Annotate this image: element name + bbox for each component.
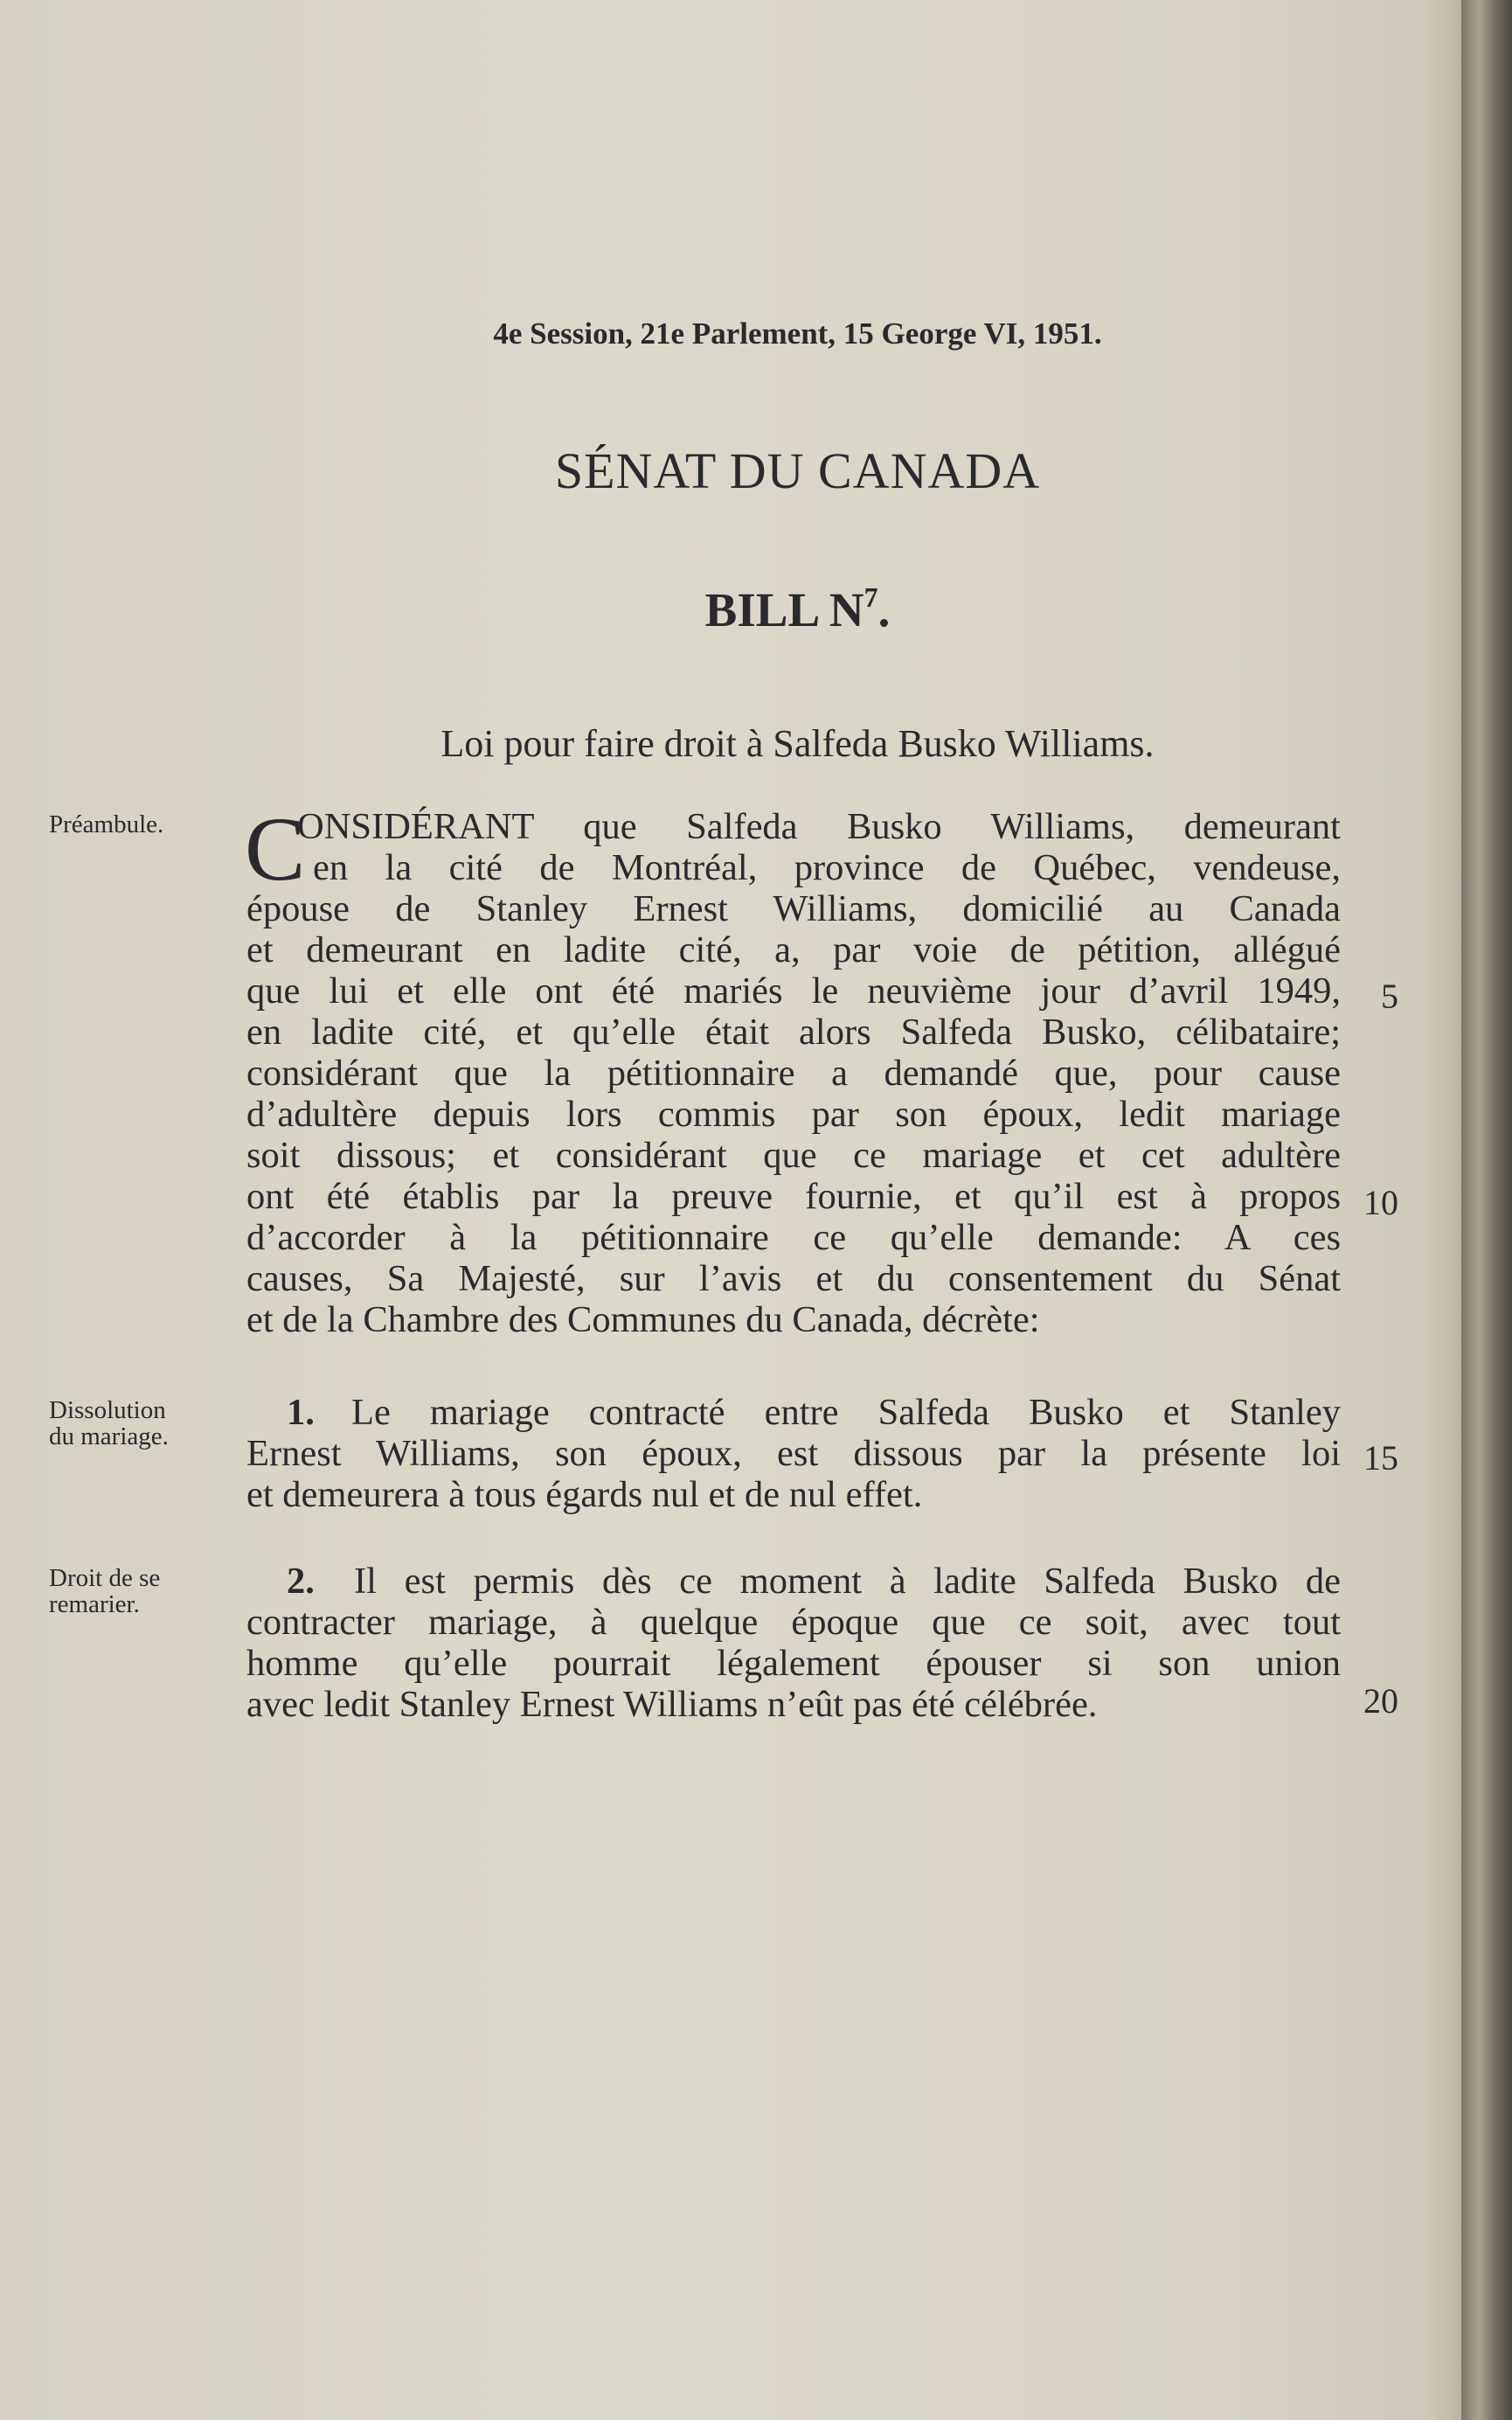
line-number: 20 <box>1363 1681 1398 1721</box>
margin-note-remarry-1: Droit de se <box>49 1564 161 1592</box>
act-title: Loi pour faire droit à Salfeda Busko Williams. <box>440 722 1155 765</box>
preamble-dropcap: C <box>245 799 306 900</box>
preamble-line: ONSIDÉRANT que Salfeda Busko Williams, demeurant <box>297 806 1341 847</box>
margin-note-preamble: Préambule. <box>49 810 164 838</box>
preamble-line: d’accorder à la pétitionnaire ce qu’elle demande: A ces <box>246 1217 1341 1258</box>
preamble-line: en ladite cité, et qu’elle était alors Salfeda Busko, célibataire; <box>246 1012 1341 1053</box>
preamble-line: d’adultère depuis lors commis par son époux, ledit mariage <box>246 1094 1341 1135</box>
line-number: 15 <box>1363 1438 1398 1478</box>
session-header: 4e Session, 21e Parlement, 15 George VI, 1951. <box>493 316 1102 351</box>
section-1-line: Ernest Williams, son époux, est dissous par la présente loi <box>246 1433 1341 1474</box>
margin-note-dissolution-1: Dissolution <box>49 1396 166 1424</box>
preamble-line: considérant que la pétitionnaire a demandé que, pour cause <box>246 1053 1341 1094</box>
margin-note-remarry-2: remarier. <box>49 1590 140 1618</box>
line-number: 10 <box>1363 1183 1398 1222</box>
preamble-line: et de la Chambre des Communes du Canada, décrète: <box>246 1299 1040 1340</box>
bill-number: 7 <box>864 581 878 613</box>
margin-note-dissolution-2: du mariage. <box>49 1422 169 1450</box>
preamble-line: soit dissous; et considérant que ce mariage et cet adultère <box>246 1135 1341 1176</box>
preamble-line: épouse de Stanley Ernest Williams, domicilié au Canada <box>246 888 1341 929</box>
preamble-line: causes, Sa Majesté, sur l’avis et du consentement du Sénat <box>246 1258 1341 1299</box>
preamble-line: ont été établis par la preuve fournie, et qu’il est à propos <box>246 1176 1341 1217</box>
preamble-line: en la cité de Montréal, province de Québec, vendeuse, <box>313 847 1341 888</box>
section-2-number: 2. <box>287 1561 315 1602</box>
section-2-line: Il est permis dès ce moment à ladite Salfeda Busko de <box>354 1561 1341 1602</box>
bill-suffix: . <box>877 583 891 636</box>
line-number: 5 <box>1381 977 1398 1016</box>
bill-label: BILL N <box>704 583 864 636</box>
preamble-line: et demeurant en ladite cité, a, par voie de pétition, allégué <box>246 929 1341 970</box>
section-2-line: homme qu’elle pourrait légalement épouser si son union <box>246 1643 1341 1684</box>
section-1-number: 1. <box>287 1392 315 1433</box>
section-1-line: Le mariage contracté entre Salfeda Busko et Stanley <box>351 1392 1341 1433</box>
section-2-line: contracter mariage, à quelque époque que ce soit, avec tout <box>246 1602 1341 1643</box>
chamber-title: SÉNAT DU CANADA <box>554 442 1041 499</box>
page-binding-edge <box>1461 0 1512 2420</box>
bill-title <box>0 581 1512 637</box>
section-2-line: avec ledit Stanley Ernest Williams n’eût pas été célébrée. <box>246 1684 1098 1725</box>
section-1-line: et demeurera à tous égards nul et de nul effet. <box>246 1474 923 1515</box>
preamble-line: que lui et elle ont été mariés le neuvième jour d’avril 1949, <box>246 970 1341 1012</box>
